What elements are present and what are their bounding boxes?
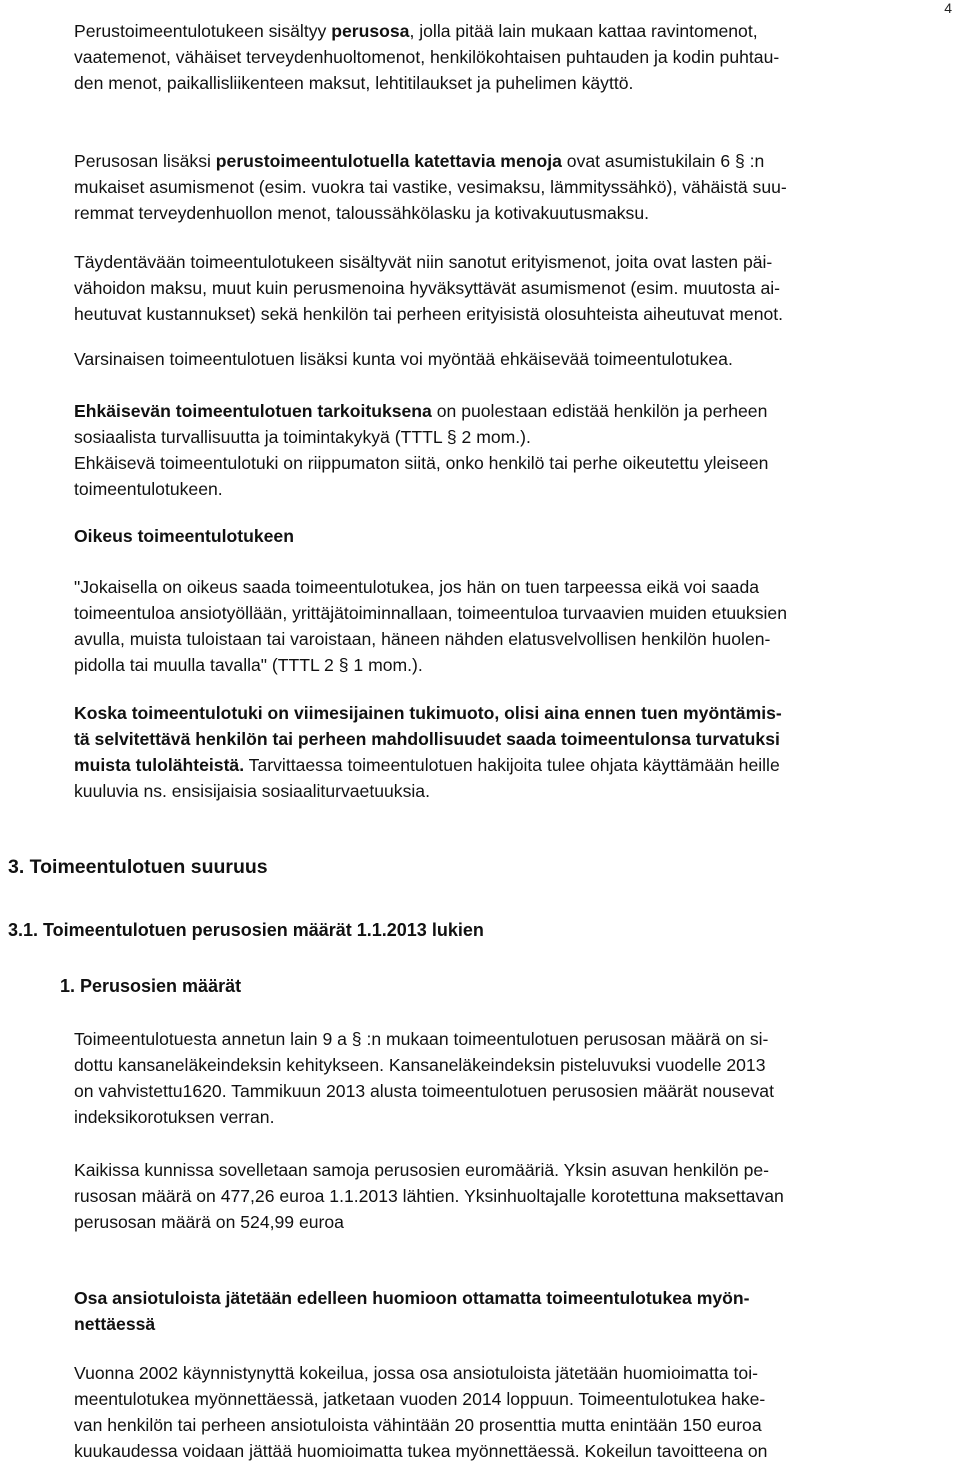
text-line: Kaikissa kunnissa sovelletaan samoja perusosien euromääriä. Yksin asuvan henkilön pe- xyxy=(74,1160,770,1180)
text-run: on puolestaan edistää henkilön ja perheen xyxy=(431,401,768,421)
text-line: Osa ansiotuloista jätetään edelleen huomioon ottamatta toimeentulotukea myön- xyxy=(74,1288,750,1308)
text-line: meentulotukea myönnettäessä, jatketaan vuoden 2014 loppuun. Toimeentulotukea hake- xyxy=(74,1389,766,1409)
paragraph-perustoimeentulotuki xyxy=(74,148,954,226)
text-line: toimeentuloa ansiotyöllään, yrittäjätoiminnallaan, toimeentuloa turvaavien muiden etuuksien xyxy=(74,603,787,623)
text-line: rusosan määrä on 477,26 euroa 1.1.2013 lähtien. Yksinhuoltajalle korotettuna maksettavan xyxy=(74,1186,784,1206)
page-number: 4 xyxy=(944,0,952,16)
bold-term: perustoimeentulotuella katettavia menoja xyxy=(215,151,562,171)
text-line: "Jokaisella on oikeus saada toimeentulotukea, jos hän on tuen tarpeessa eikä voi saada xyxy=(74,577,760,597)
text-line: van henkilön tai perheen ansiotuloista vähintään 20 prosenttia mutta enintään 150 euroa xyxy=(74,1415,762,1435)
text-line: Täydentävään toimeentulotukeen sisältyvät niin sanotut erityismenot, joita ovat lasten päi- xyxy=(74,252,773,272)
text-line: den menot, paikallisliikenteen maksut, lehtitilaukset ja puhelimen käyttö. xyxy=(74,73,634,93)
text-line: perusosan määrä on 524,99 euroa xyxy=(74,1212,344,1232)
paragraph-perusosa xyxy=(74,18,954,96)
heading-text: Oikeus toimeentulotukeen xyxy=(74,526,294,546)
text-line: heutuvat kustannukset) sekä henkilön tai perheen erityisistä olosuhteista aiheutuvat menot. xyxy=(74,304,784,324)
paragraph-kokeilu xyxy=(74,1360,954,1464)
paragraph-indeksi xyxy=(74,1026,954,1130)
text-run: Perusosan lisäksi xyxy=(74,151,216,171)
text-line: indeksikorotuksen verran. xyxy=(74,1107,275,1127)
section-heading-3-1: 3.1. Toimeentulotuen perusosien määrät 1.1.2013 lukien xyxy=(8,920,484,940)
text-line: dottu kansaneläkeindeksin kehitykseen. Kansaneläkeindeksin pisteluvuksi vuodelle 2013 xyxy=(74,1055,766,1075)
text-line: Koska toimeentulotuki on viimesijainen tukimuoto, olisi aina ennen tuen myöntämis- xyxy=(74,703,782,723)
text-line: vaatemenot, vähäiset terveydenhuoltomenot, henkilökohtaisen puhtauden ja kodin puhtau- xyxy=(74,47,780,67)
bold-term: muista tulolähteistä. xyxy=(74,755,245,775)
text-line: vähoidon maksu, muut kuin perusmenoina hyväksyttävät asumismenot (esim. muutosta ai- xyxy=(74,278,781,298)
text-line: nettäessä xyxy=(74,1314,156,1334)
text-line: pidolla tai muulla tavalla" (TTTL 2 § 1 mom.). xyxy=(74,655,423,675)
heading-ansiotulot xyxy=(74,1285,954,1337)
text-line: Toimeentulotuesta annetun lain 9 a § :n mukaan toimeentulotuen perusosan määrä on si- xyxy=(74,1029,769,1049)
text-line: kuuluvia ns. ensisijaisia sosiaaliturvaetuuksia. xyxy=(74,781,430,801)
text-line: toimeentulotukeen. xyxy=(74,479,223,499)
heading-oikeus-toimeentulotukeen xyxy=(74,523,954,549)
text-line: mukaiset asumismenot (esim. vuokra tai vastike, vesimaksu, lämmityssähkö), vähäistä suu- xyxy=(74,177,787,197)
section-heading-3: 3. Toimeentulotuen suuruus xyxy=(8,856,268,878)
text-line: avulla, muista tuloistaan tai varoistaan, häneen nähden elatusvelvollisen henkilön huolen- xyxy=(74,629,771,649)
paragraph-taydentava xyxy=(74,249,954,327)
paragraph-ehkaiseva xyxy=(74,398,954,502)
text-line: Ehkäisevä toimeentulotuki on riippumaton siitä, onko henkilö tai perhe oikeutettu yleiseen xyxy=(74,453,769,473)
text-line: remmat terveydenhuollon menot, taloussähkölasku ja kotivakuutusmaksu. xyxy=(74,203,650,223)
paragraph-quote xyxy=(74,574,954,678)
text-line: kuukaudessa voidaan jättää huomioimatta tukea myönnettäessä. Kokeilun tavoitteena on xyxy=(74,1441,768,1461)
text-line: on vahvistettu1620. Tammikuun 2013 alusta toimeentulotuen perusosien määrät nousevat xyxy=(74,1081,774,1101)
text-line: sosiaalista turvallisuutta ja toimintakykyä (TTTL § 2 mom.). xyxy=(74,427,531,447)
paragraph-varsinainen xyxy=(74,346,954,372)
text-run: Perustoimeentulotukeen sisältyy xyxy=(74,21,332,41)
bold-term: Ehkäisevän toimeentulotuen tarkoituksena xyxy=(74,401,432,421)
paragraph-euromaarat xyxy=(74,1157,954,1235)
text-line xyxy=(74,148,954,174)
text-run: ovat asumistukilain 6 § :n xyxy=(561,151,765,171)
text-line: Varsinaisen toimeentulotuen lisäksi kunta voi myöntää ehkäisevää toimeentulotukea. xyxy=(74,349,733,369)
paragraph-viimesijainen xyxy=(74,700,954,804)
subsection-heading-perusosien-maarat: 1. Perusosien määrät xyxy=(60,976,242,996)
text-run: , jolla pitää lain mukaan kattaa ravintomenot, xyxy=(409,21,758,41)
text-line xyxy=(74,398,954,424)
text-line xyxy=(74,18,954,44)
text-line xyxy=(74,752,954,778)
text-run: Tarvittaessa toimeentulotuen hakijoita tulee ohjata käyttämään heille xyxy=(244,755,780,775)
text-line: Vuonna 2002 käynnistynyttä kokeilua, jossa osa ansiotuloista jätetään huomioimatta toi- xyxy=(74,1363,758,1383)
bold-term: perusosa xyxy=(331,21,410,41)
text-line: tä selvitettävä henkilön tai perheen mahdollisuudet saada toimeentulonsa turvatuksi xyxy=(74,729,780,749)
